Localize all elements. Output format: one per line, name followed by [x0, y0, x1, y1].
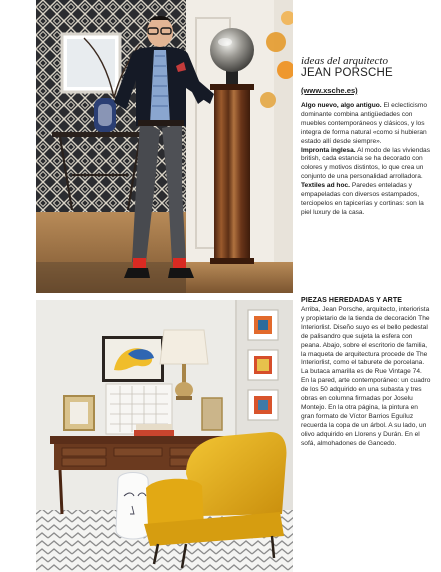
inherited-pieces-section: [301, 296, 431, 449]
study-photo-illustration: [36, 300, 293, 572]
architect-sidebar: [301, 55, 431, 218]
portrait-photo-illustration: [36, 0, 293, 293]
tip-paragraph: [301, 102, 431, 147]
portrait-photo: [36, 0, 293, 293]
sidebar-kicker: ideas del arquitecto: [301, 55, 388, 67]
tip-paragraph: [301, 147, 431, 183]
architect-name: JEAN PORSCHE: [301, 67, 393, 79]
tip-paragraph: [301, 182, 431, 218]
tip-text: El eclecticismo dominante combina antigüedades con muebles contemporáneos y clásicos, y los integra de forma natural «como si hubieran estado allí desde siempre».: [301, 102, 428, 145]
section-body: Arriba, Jean Porsche, arquitecto, interiorista y propietario de la tienda de decoración The Interiorlist. Diseño suyo es el bello pedestal de palisandro que sujeta la esfera con peana. Abajo, sobre el escritorio de familia, la maqueta de arquitectura procede de The Interiorlist, como el taburete de porcelana. La butaca amarilla es de Rue Vintage 74. En la pared, arte contemporáneo: un cuadro de los 50 adquirido en una subasta y tres obras en columna firmadas por Joselu Montejo. En la otra página, la pintura en gran formato de Víctor Barrios Eguíluz recuerda la copa de un árbol. A su lado, un olivo adquirido en Llorens y Durán. En el sofá, almohadones de Gancedo.: [301, 306, 431, 447]
study-photo: [36, 300, 293, 572]
architect-website-link[interactable]: (www.xsche.es): [301, 86, 358, 95]
tip-lead: Algo nuevo, algo antiguo.: [301, 102, 382, 109]
tip-lead: Textiles ad hoc.: [301, 182, 350, 190]
framed-artworks: [248, 310, 278, 420]
tip-text: Paredes enteladas y empapeladas con diversos estampados, terciopelos en tapicerías y cortinas: son la piel luxury de la casa.: [301, 182, 424, 216]
tip-lead: Impronta inglesa.: [301, 146, 356, 154]
tip-text: Al modo de las viviendas british, cada estancia se ha decorado con colores y motivos distintos, lo que crea un conjunto de una personalidad arrolladora.: [301, 146, 430, 181]
architect-tips: [301, 102, 431, 218]
section-heading: PIEZAS HEREDADAS Y ARTE: [301, 297, 402, 304]
